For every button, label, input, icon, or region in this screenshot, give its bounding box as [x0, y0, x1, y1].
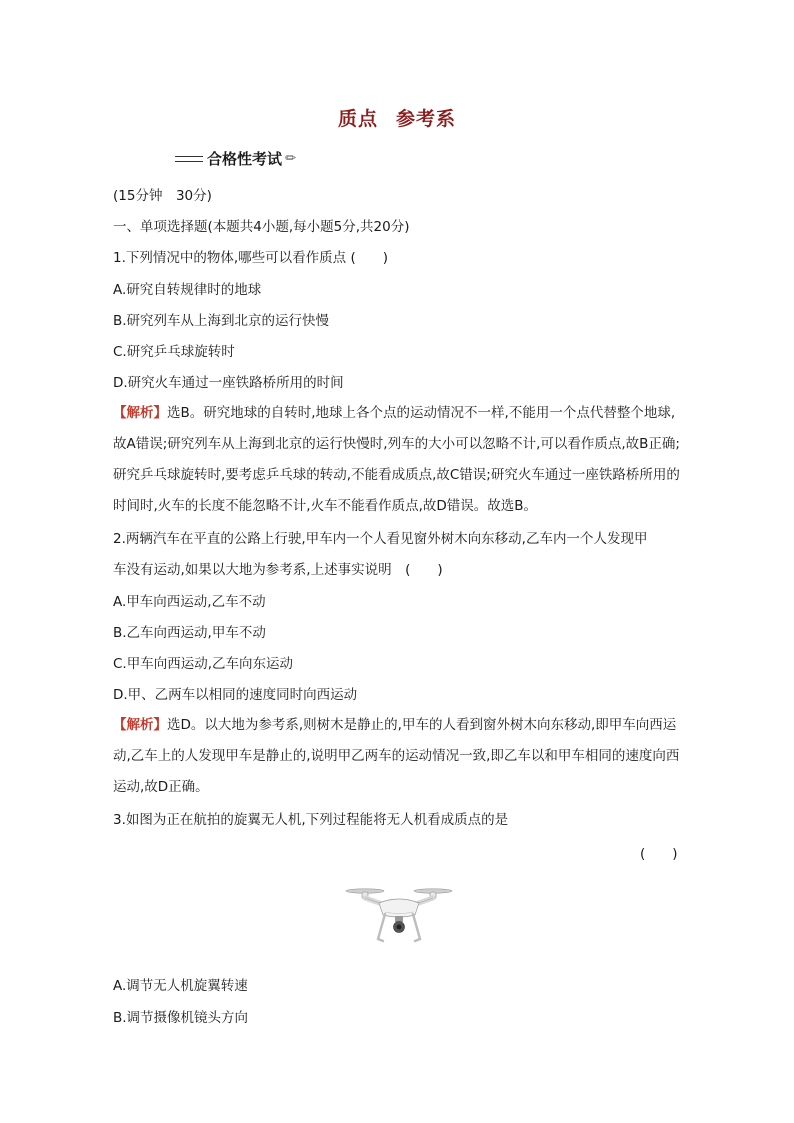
- part-heading: 一、单项选择题(本题共4小题,每小题5分,共20分): [113, 219, 410, 235]
- q2-stem-line-2: 车没有运动,如果以大地为参考系,上述事实说明 ( ): [113, 562, 443, 578]
- page-title: [0, 104, 794, 131]
- analysis-text: 选B。研究地球的自转时,地球上各个点的运动情况不一样,不能用一个点代替整个地球,故A错误;研究列车从上海到北京的运行快慢时,列车的大小可以忽略不计,可以看作质点,故B正确;研究乒乓球旋转时,要考虑乒乓球的转动,不能看成质点,故C错误;研究火车通过一座铁路桥所用的时间时,火车的长度不能忽略不计,火车不能看作质点,故D错误。故选B。: [113, 405, 680, 514]
- q2-option-c: C.甲车向西运动,乙车向东运动: [113, 656, 294, 672]
- drone-image: [345, 883, 453, 951]
- q2-option-a: A.甲车向西运动,乙车不动: [113, 594, 266, 610]
- q2-stem-line-1: 2.两辆汽车在平直的公路上行驶,甲车内一个人看见窗外树木向东移动,乙车内一个人发现甲: [113, 531, 648, 547]
- q2-analysis: [113, 710, 688, 803]
- q1-stem: 1.下列情况中的物体,哪些可以看作质点 ( ): [113, 250, 388, 266]
- q1-option-b: B.研究列车从上海到北京的运行快慢: [113, 313, 330, 329]
- analysis-tag: 【解析】: [113, 717, 167, 733]
- heading-rule-icon: [175, 156, 203, 162]
- time-info: (15分钟 30分): [113, 188, 212, 204]
- q3-option-b: B.调节摄像机镜头方向: [113, 1010, 249, 1026]
- section-heading: [175, 148, 301, 169]
- q1-option-a: A.研究自转规律时的地球: [113, 282, 262, 298]
- q3-option-a: A.调节无人机旋翼转速: [113, 978, 248, 994]
- q2-option-b: B.乙车向西运动,甲车不动: [113, 625, 266, 641]
- pencil-icon: ✎: [282, 149, 301, 168]
- section-label: 合格性考试: [207, 150, 283, 168]
- title-part-1: 质点: [337, 108, 378, 130]
- title-part-2: 参考系: [396, 108, 457, 130]
- q1-analysis: [113, 398, 688, 522]
- q1-option-d: D.研究火车通过一座铁路桥所用的时间: [113, 375, 344, 391]
- analysis-tag: 【解析】: [113, 405, 167, 421]
- q3-stem: 3.如图为正在航拍的旋翼无人机,下列过程能将无人机看成质点的是: [113, 812, 509, 828]
- q1-option-c: C.研究乒乓球旋转时: [113, 344, 235, 360]
- q3-answer-paren: ( ): [640, 846, 678, 862]
- analysis-text: 选D。以大地为参考系,则树木是静止的,甲车的人看到窗外树木向东移动,即甲车向西运动,乙车上的人发现甲车是静止的,说明甲乙两车的运动情况一致,即乙车以和甲车相同的速度向西运动,故D正确。: [113, 717, 680, 795]
- q2-option-d: D.甲、乙两车以相同的速度同时向西运动: [113, 687, 358, 703]
